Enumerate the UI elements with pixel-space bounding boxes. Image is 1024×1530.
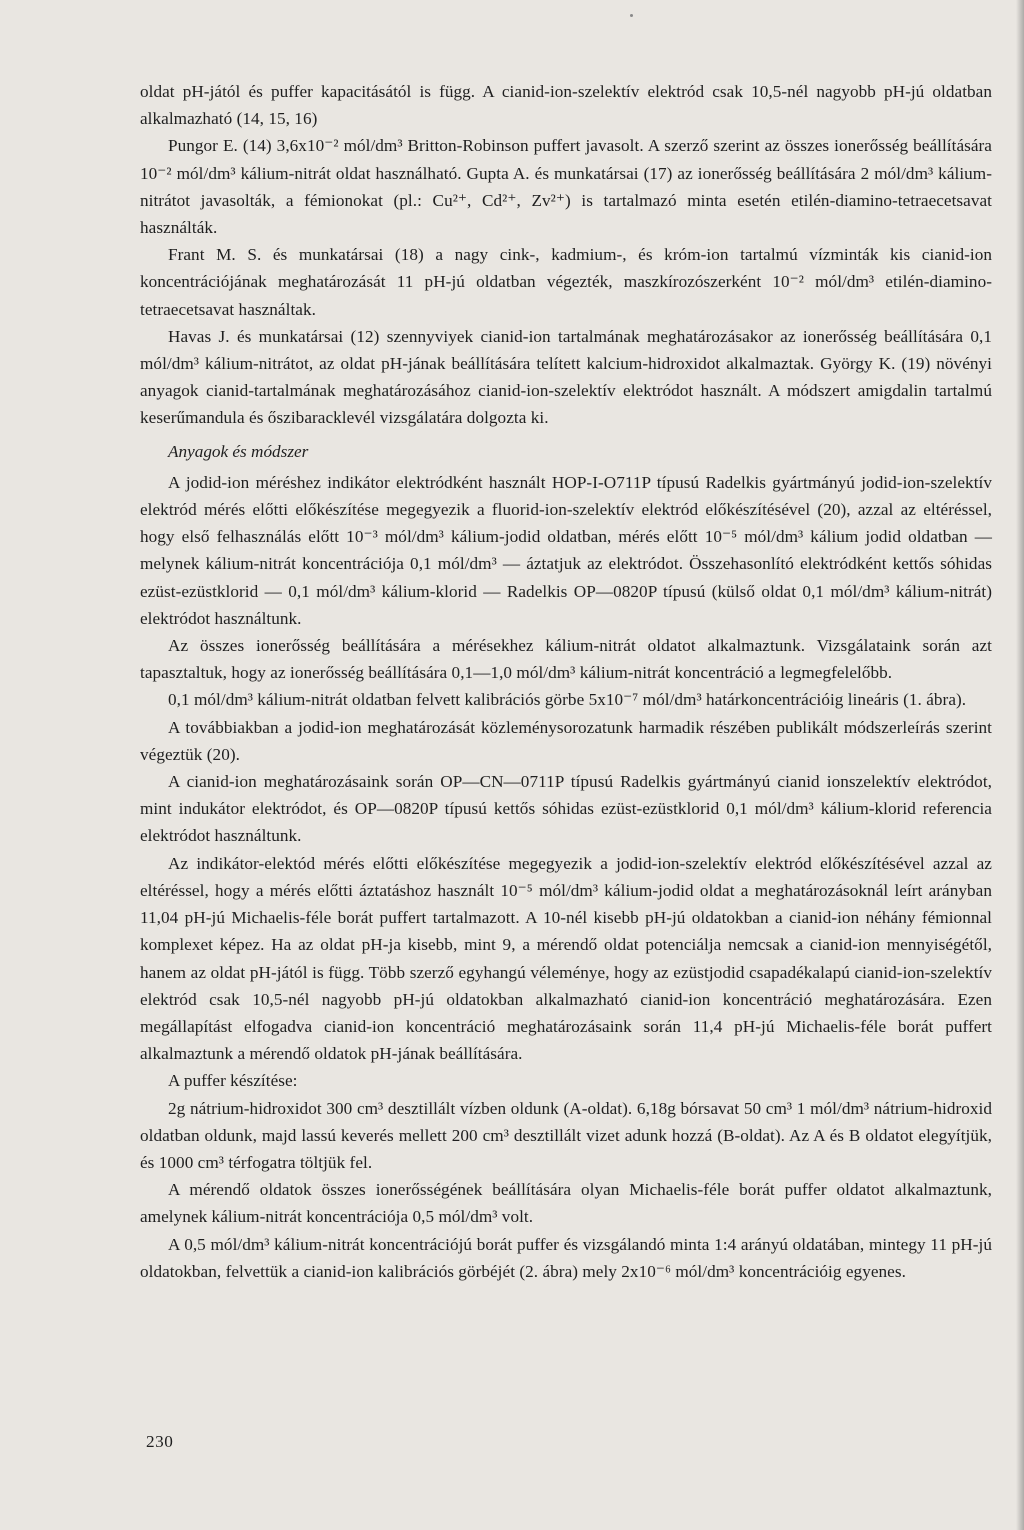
paragraph-10: Az indikátor-elektód mérés előtti előkészítése megegyezik a jodid-ion-szelektív elektród előkészítésével azzal az eltéréssel, hogy a mérés előtti áztatáshoz használt 10⁻⁵ mól/dm³ kálium-jodid oldat a meghatározásoknál leírt arányban 11,04 pH-jú Michaelis-féle borát puffert tartalmazott. A 10-nél kisebb pH-jú oldatokban a cianid-ion néhány fémionnal komplexet képez. Ha az oldat pH-ja kisebb, mint 9, a mérendő oldat potenciálja nemcsak a cianid-ion mennyiségétől, hanem az oldat pH-jától is függ. Több szerző egyhangú véleménye, hogy az ezüstjodid csapadékalapú cianid-ion-szelektív elektród csak 10,5-nél nagyobb pH-jú oldatokban alkalmazható cianid-ion koncentráció meghatározására. Ezen megállapítást elfogadva cianid-ion koncentráció meghatározásaink során 11,4 pH-jú Michaelis-féle borát puffert alkalmaztunk a mérendő oldatok pH-jának beállítására. [140, 853, 992, 1064]
paragraph-6: Az összes ionerősség beállítására a mérésekhez kálium-nitrát oldatot alkalmaztunk. Vizsgálataink során azt tapasztaltuk, hogy az ionerősség beállítására 0,1—1,0 mól/dm³ kálium-nitrát koncentráció a legmegfelelőbb. [140, 636, 992, 683]
paragraph-4: Havas J. és munkatársai (12) szennyviyek cianid-ion tartalmának meghatározásakor az ionerősség beállítására 0,1 mól/dm³ kálium-nitrátot, az oldat pH-jának beállítására telített kalcium-hidroxidot alkalmaztak. György K. (19) növényi anyagok cianid-tartalmának meghatározásához cianid-ion-szelektív elektródot használt. A módszert amigdalin tartalmú keserűmandula és őszibaracklevél vizsgálatára dolgozta ki. [140, 326, 992, 428]
paragraph-11: A puffer készítése: [168, 1071, 298, 1091]
scan-edge-shadow [1016, 0, 1024, 1530]
paragraph-7: 0,1 mól/dm³ kálium-nitrát oldatban felvett kalibrációs görbe 5x10⁻⁷ mól/dm³ határkoncentrációig lineáris (1. ábra). [168, 690, 967, 710]
paragraph-12: 2g nátrium-hidroxidot 300 cm³ desztillált vízben oldunk (A-oldat). 6,18g bórsavat 50 cm³ 1 mól/dm³ nátrium-hidroxid oldatban oldunk, majd lassú keverés mellett 200 cm³ desztillált vizet adunk hozzá (B-oldat). Az A és B oldatot elegyítjük, és 1000 cm³ térfogatra töltjük fel. [140, 1098, 992, 1172]
section-heading: Anyagok és módszer [168, 441, 309, 461]
paragraph-5: A jodid-ion méréshez indikátor elektródként használt HOP-I-O711P típusú Radelkis gyártmányú jodid-ion-szelektív elektród mérés előtti előkészítése megegyezik a fluorid-ion-szelektív elektród előkészítésével (20), azzal az eltéréssel, hogy első felhasználás előtt 10⁻³ mól/dm³ kálium-jodid oldatban, mérés előtt 10⁻⁵ mól/dm³ kálium jodid oldatban — melynek kálium-nitrát koncentrációja 0,1 mól/dm³ — áztatjuk az elektródot. Összehasonlító elektródként kettős sóhidas ezüst-ezüstklorid — 0,1 mól/dm³ kálium-klorid — Radelkis OP—0820P típusú (külső oldat 0,1 mól/dm³ kálium-nitrát) elektródot használtunk. [140, 472, 992, 628]
paragraph-9: A cianid-ion meghatározásaink során OP—CN—0711P típusú Radelkis gyártmányú cianid ionszelektív elektródot, mint indukátor elektródot, és OP—0820P típusú kettős sóhidas ezüst-ezüstklorid 0,1 mól/dm³ kálium-klorid referencia elektródot használtunk. [140, 772, 992, 846]
page-body [140, 78, 992, 1285]
paragraph-2: Pungor E. (14) 3,6x10⁻² mól/dm³ Britton-Robinson puffert javasolt. A szerző szerint az összes ionerősség beállítására 10⁻² mól/dm³ kálium-nitrát oldat használható. Gupta A. és munkatársai (17) az ionerősség beállítására 2 mól/dm³ kálium-nitrátot javasolták, a fémionokat (pl.: Cu²⁺, Cd²⁺, Zv²⁺) is tartalmazó minta esetén etilén-diamino-tetraecetsavat használták. [140, 136, 992, 238]
paragraph-13: A mérendő oldatok összes ionerősségének beállítására olyan Michaelis-féle borát puffer oldatot alkalmaztunk, amelynek kálium-nitrát koncentrációja 0,5 mól/dm³ volt. [140, 1180, 992, 1227]
page-number: 230 [146, 1432, 174, 1451]
paragraph-3: Frant M. S. és munkatársai (18) a nagy cink-, kadmium-, és króm-ion tartalmú vízminták kis cianid-ion koncentrációjának meghatározását 11 pH-jú oldatban végezték, maszkírozószerként 10⁻² mól/dm³ etilén-diamino-tetraecetsavat használtak. [140, 245, 992, 319]
paragraph-14: A 0,5 mól/dm³ kálium-nitrát koncentrációjú borát puffer és vizsgálandó minta 1:4 arányú oldatában, mintegy 11 pH-jú oldatokban, felvettük a cianid-ion kalibrációs görbéjét (2. ábra) mely 2x10⁻⁶ mól/dm³ koncentrációig egyenes. [140, 1234, 992, 1281]
paragraph-1: oldat pH-jától és puffer kapacitásától is függ. A cianid-ion-szelektív elektród csak 10,5-nél nagyobb pH-jú oldatban alkalmazható (14, 15, 16) [140, 82, 992, 129]
paragraph-8: A továbbiakban a jodid-ion meghatározását közleménysorozatunk harmadik részében publikált módszerleírás szerint végeztük (20). [140, 717, 992, 764]
scan-speck [630, 14, 633, 17]
